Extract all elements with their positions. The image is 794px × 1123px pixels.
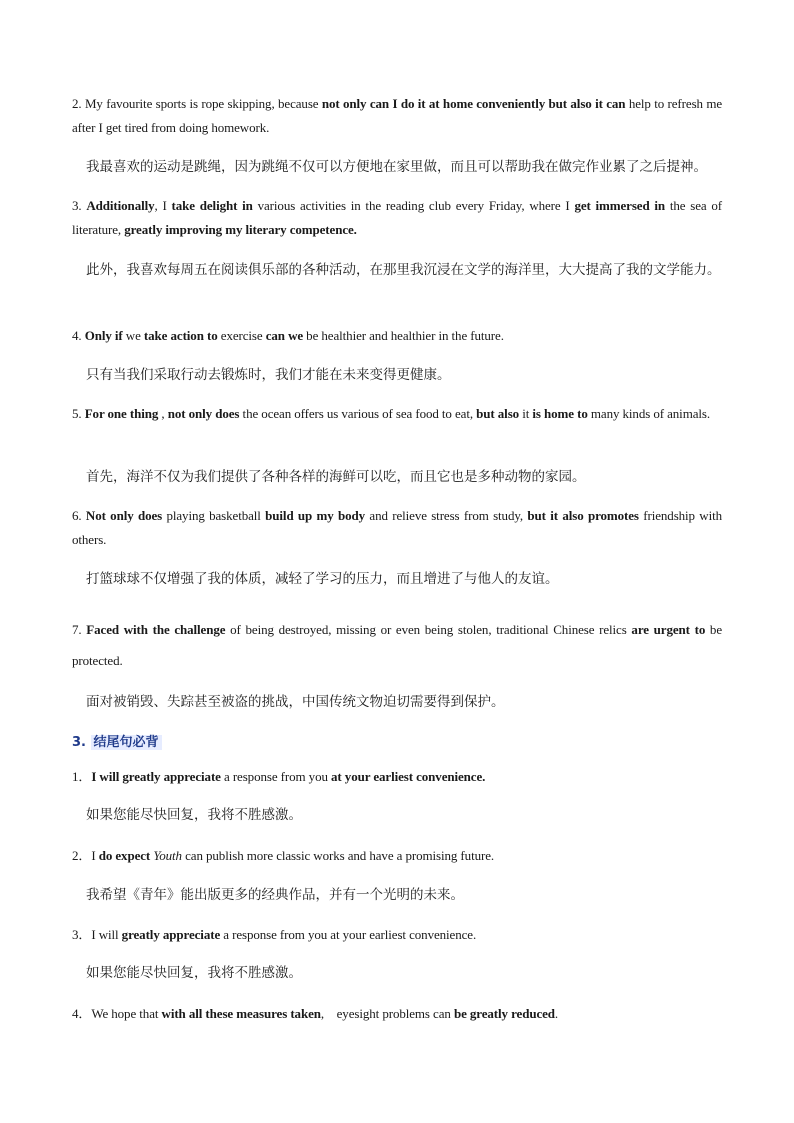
sentence-number: 6. [72,508,86,523]
sentence-text: a response from you at your earliest convenience. [220,927,477,942]
sentence-text: we [122,328,144,343]
key-phrase: but it also promotes [527,508,639,523]
sentence-text: of being destroyed, missing or even being stolen, traditional Chinese relics [225,622,632,637]
key-phrase: at your earliest convenience. [331,769,486,784]
sentence-text: help to refresh me after I get tired from doing homework. [72,96,723,135]
sentence-3-zh: 此外，我喜欢每周五在阅读俱乐部的各种活动，在那里我沉浸在文学的海洋里，大大提高了我的文学能力。 [86,262,721,278]
magazine-title: Youth [153,848,182,863]
ending-1-zh: 如果您能尽快回复，我将不胜感激。 [86,807,302,823]
sentence-text: be healthier and healthier in the future. [303,328,504,343]
sentence-number: 2. [72,96,85,111]
sentence-text: I will [91,927,122,942]
key-phrase: Faced with the challenge [86,622,226,637]
sentence-4-zh: 只有当我们采取行动去锻炼时，我们才能在未来变得更健康。 [86,367,451,383]
sentence-text: exercise [217,328,266,343]
key-phrase: build up my body [265,508,366,523]
sentence-text: be protected. [72,622,723,668]
sentence-4-en [72,324,722,348]
sentence-text: and relieve stress from study, [365,508,528,523]
ending-number: 4． [72,1006,92,1021]
sentence-7-zh: 面对被销毁、失踪甚至被盗的挑战，中国传统文物迫切需要得到保护。 [86,694,505,710]
sentence-text: many kinds of animals. [587,406,711,421]
section-number: 3. [72,735,86,750]
section-title: 结尾句必背 [91,735,162,750]
section-heading [72,733,162,753]
key-phrase: take action to [143,328,218,343]
sentence-text: friendship with others. [72,508,723,547]
sentence-text: I [91,848,99,863]
key-phrase: not only does [167,406,240,421]
sentence-text: the ocean offers us various of sea food to eat, [239,406,477,421]
ending-2-en [72,844,722,868]
sentence-2-en [72,92,722,140]
key-phrase: are urgent to [631,622,706,637]
ending-number: 1． [72,769,92,784]
sentence-text: various activities in the reading club every Friday, where I [252,198,575,213]
key-phrase: but also [476,406,520,421]
sentence-text: the sea of literature, [72,198,722,237]
ending-4-en [72,1002,722,1026]
sentence-text: We hope that [91,1006,162,1021]
sentence-text: My favourite sports is rope skipping, because [84,96,322,111]
sentence-2-zh: 我最喜欢的运动是跳绳，因为跳绳不仅可以方便地在家里做，而且可以帮助我在做完作业累了之后提神。 [86,159,707,175]
sentence-number: 7. [72,622,87,637]
ending-2-zh: 我希望《青年》能出版更多的经典作品，并有一个光明的未来。 [86,887,464,903]
sentence-text: , [158,406,168,421]
sentence-7-en [72,614,722,676]
key-phrase: not only can I do it at home conveniently but also it can [321,96,626,111]
key-phrase: be greatly reduced [453,1006,555,1021]
sentence-number: 3. [72,198,87,213]
ending-number: 2． [72,848,92,863]
sentence-5-zh: 首先，海洋不仅为我们提供了各种各样的海鲜可以吃，而且它也是多种动物的家园。 [86,469,586,485]
key-phrase: do expect [98,848,151,863]
ending-3-en [72,923,722,947]
key-phrase: Additionally [86,198,155,213]
key-phrase: get immersed in [574,198,666,213]
sentence-text: . [554,1006,559,1021]
key-phrase: is home to [532,406,588,421]
ending-3-zh: 如果您能尽快回复，我将不胜感激。 [86,965,302,981]
sentence-text: a response from you [220,769,332,784]
ending-number: 3． [72,927,92,942]
sentence-text: , eyesight problems can [320,1006,454,1021]
key-phrase: can we [265,328,304,343]
key-phrase: I will greatly appreciate [91,769,221,784]
sentence-6-zh: 打篮球球不仅增强了我的体质，减轻了学习的压力，而且增进了与他人的友谊。 [86,571,559,587]
key-phrase: take delight in [171,198,253,213]
sentence-text: playing basketball [162,508,266,523]
sentence-text: it [519,406,533,421]
sentence-number: 4. [72,328,85,343]
sentence-number: 5. [72,406,85,421]
sentence-6-en [72,504,722,552]
key-phrase: Only if [84,328,123,343]
key-phrase: Not only does [85,508,163,523]
sentence-text: can publish more classic works and have a promising future. [181,848,495,863]
key-phrase: with all these measures taken [161,1006,321,1021]
key-phrase: For one thing [84,406,159,421]
ending-1-en [72,765,722,789]
key-phrase: greatly improving my literary competence. [124,222,357,237]
sentence-text: , I [154,198,172,213]
sentence-5-en [72,402,722,426]
key-phrase: greatly appreciate [121,927,221,942]
sentence-3-en [72,194,722,242]
